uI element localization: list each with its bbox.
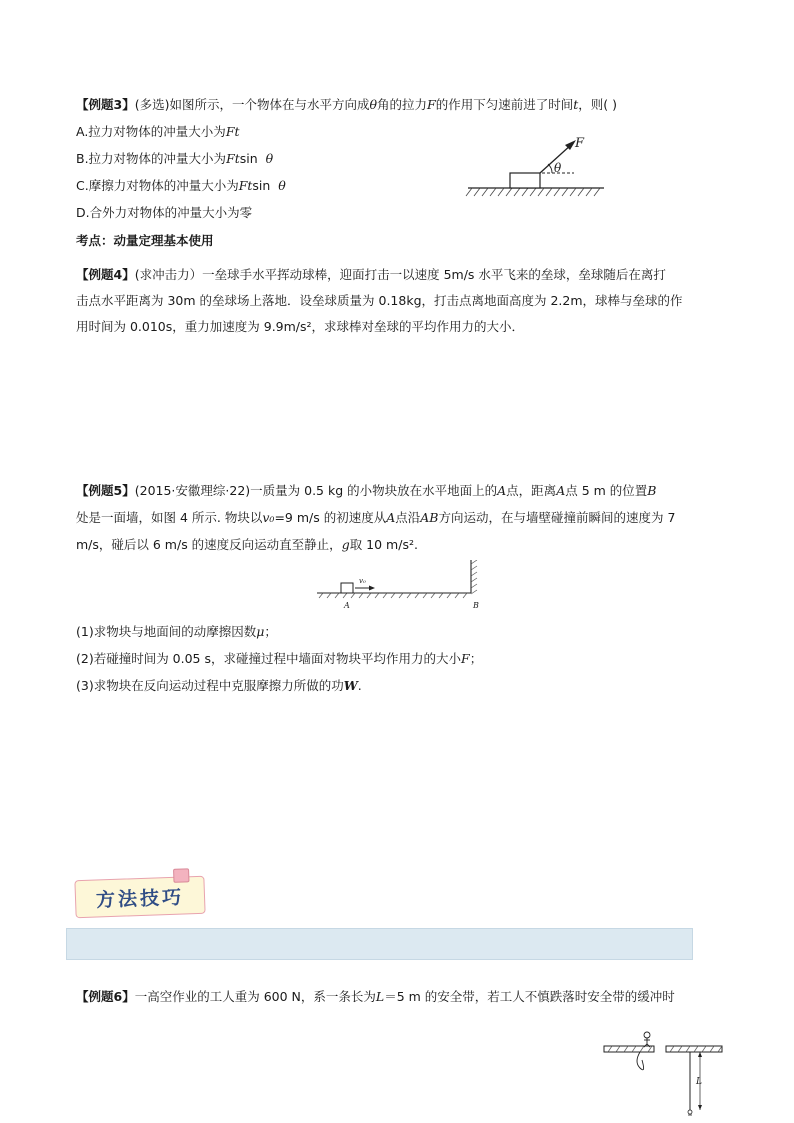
small-block — [341, 583, 353, 593]
method-tips-tag: 方法技巧 — [74, 876, 205, 919]
safety-belt-diagram — [600, 1030, 730, 1118]
block-wall-diagram — [315, 560, 490, 612]
example-5-question — [76, 477, 675, 558]
label-L: L — [696, 1077, 702, 1087]
subquestion-1: (1)求物块与地面间的动摩擦因数μ； — [76, 624, 277, 639]
section-banner — [66, 928, 693, 960]
example-4-line-3: 用时间为 0.010s，重力加速度为 9.9m/s²，求球棒对垒球的平均作用力的大小． — [76, 319, 525, 334]
example-4-question — [76, 262, 683, 340]
label-A: A — [344, 601, 350, 610]
example-4-line-2: 击点水平距离为 30m 的垒球场上落地．设垒球质量为 0.18kg，打击点离地面高度为 2.2m，球棒与垒球的作 — [76, 293, 683, 308]
example-6-question: 【例题6】一高空作业的工人重为 600 N，系一条长为L＝5 m 的安全带，若工人不慎跌落时安全带的缓冲时 — [76, 989, 675, 1004]
svg-text:v₀: v₀ — [359, 577, 366, 585]
label-F: F — [575, 136, 585, 151]
example-5-line-3: m/s，碰后以 6 m/s 的速度反向运动直至静止，g取 10 m/s². — [76, 537, 418, 552]
pin-icon — [173, 868, 189, 883]
block — [510, 173, 540, 188]
option-a: A.拉力对物体的冲量大小为Ft — [76, 124, 240, 139]
subquestion-2: (2)若碰撞时间为 0.05 s，求碰撞过程中墙面对物块平均作用力的大小F； — [76, 651, 483, 666]
label-B: B — [473, 601, 479, 610]
option-c: C.摩擦力对物体的冲量大小为Ftsin θ — [76, 178, 286, 193]
example-5-line-1: 【例题5】(2015·安徽理综·22)一质量为 0.5 kg 的小物块放在水平地面上的A点，距离A点 5 m 的位置B — [76, 483, 657, 498]
option-b: B.拉力对物体的冲量大小为Ftsin θ — [76, 151, 274, 166]
label-theta: θ — [554, 161, 562, 175]
example-3-question: 【例题3】(多选)如图所示，一个物体在与水平方向成θ角的拉力F的作用下匀速前进了时间t，则( ) — [76, 97, 618, 112]
option-d: D.合外力对物体的冲量大小为零 — [76, 205, 253, 220]
velocity-arrow-icon — [369, 586, 375, 591]
topic-heading: 考点：动量定理基本使用 — [76, 233, 214, 248]
example-5-line-2: 处是一面墙，如图 4 所示. 物块以v₀=9 m/s 的初速度从A点沿AB方向运动，在与墙壁碰撞前瞬间的速度为 7 — [76, 510, 676, 525]
example-4-line-1: 【例题4】(求冲击力）一垒球手水平挥动球棒，迎面打击一以速度 5m/s 水平飞来的垒球，垒球随后在离打 — [76, 267, 666, 282]
example-5-subquestions — [76, 618, 482, 699]
example-label: 【例题 — [76, 97, 114, 112]
force-diagram — [462, 130, 612, 202]
subquestion-3: (3)求物块在反向运动过程中克服摩擦力所做的功W. — [76, 678, 362, 693]
worker-head-icon — [644, 1032, 650, 1038]
